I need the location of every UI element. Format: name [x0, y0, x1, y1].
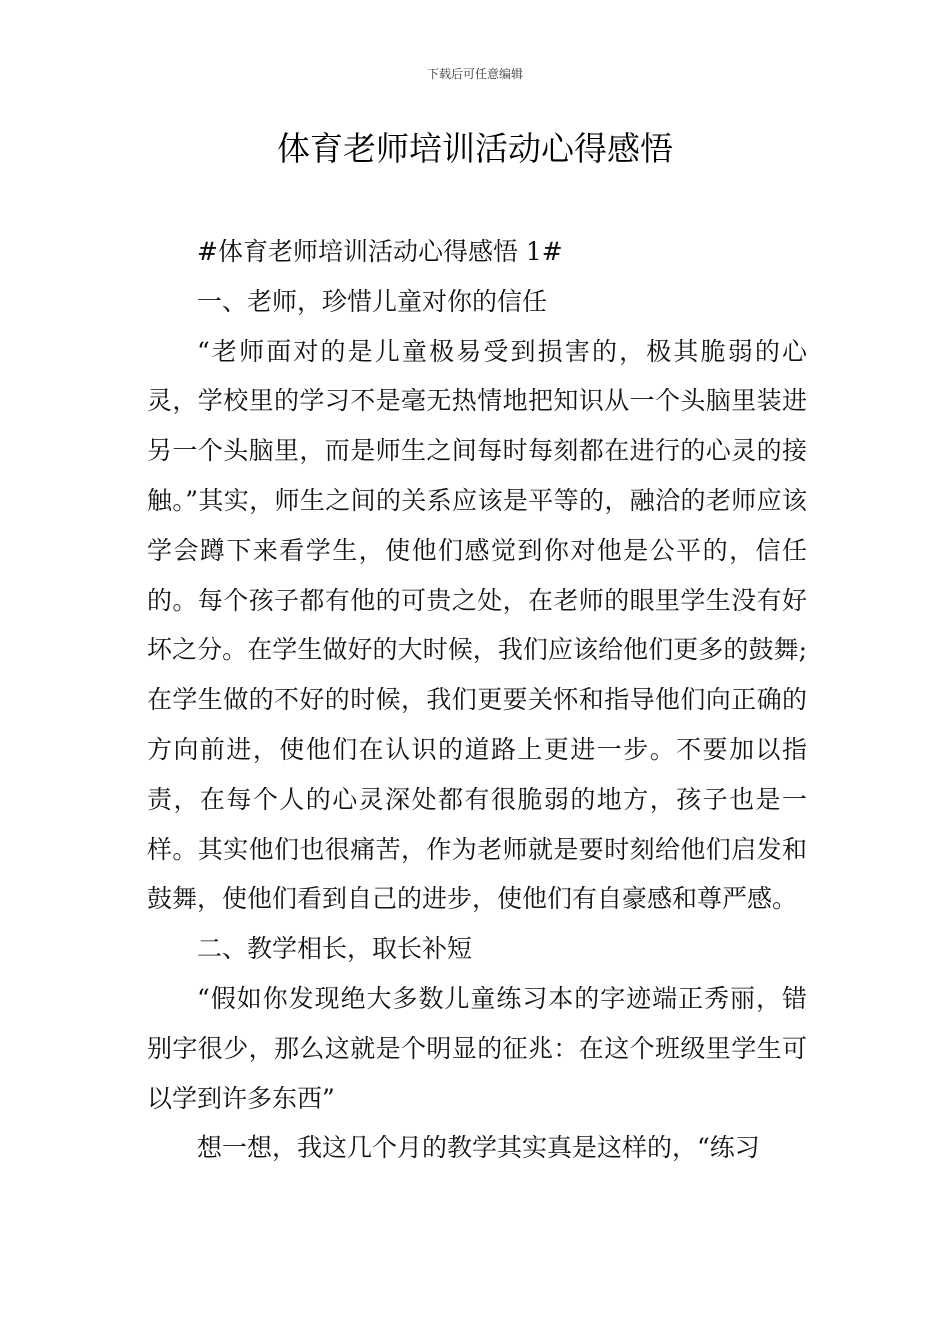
document-body [147, 227, 807, 1173]
paragraph-2: “假如你发现绝大多数儿童练习本的字迹端正秀丽，错别字很少，那么这就是个明显的征兆：在这个班级里学生可以学到许多东西” [147, 983, 807, 1113]
subheading-2: 二、教学相长，取长补短 [197, 934, 473, 964]
section-heading-1: #体育老师培训活动心得感悟 1# [197, 237, 563, 266]
paragraph-1: “老师面对的是儿童极易受到损害的，极其脆弱的心灵，学校里的学习不是毫无热情地把知识从一个头脑里装进另一个头脑里，而是师生之间每时每刻都在进行的心灵的接触。”其实，师生之间的关系应该是平等的，融洽的老师应该学会蹲下来看学生，使他们感觉到你对他是公平的，信任的。每个孩子都有他的可贵之处，在老师的眼里学生没有好坏之分。在学生做好的大时候，我们应该给他们更多的鼓舞;在学生做的不好的时候，我们更要关怀和指导他们向正确的方向前进，使他们在认识的道路上更进一步。不要加以指责，在每个人的心灵深处都有很脆弱的地方，孩子也是一样。其实他们也很痛苦，作为老师就是要时刻给他们启发和鼓舞，使他们看到自己的进步，使他们有自豪感和尊严感。 [147, 336, 807, 914]
subheading-1: 一、老师，珍惜儿童对你的信任 [197, 286, 548, 316]
paragraph-3: 想一想，我这几个月的教学其实真是这样的，“练习 [197, 1133, 760, 1163]
header-note: 下载后可任意编辑 [426, 67, 523, 81]
document-title: 体育老师培训活动心得感悟 [277, 129, 673, 168]
